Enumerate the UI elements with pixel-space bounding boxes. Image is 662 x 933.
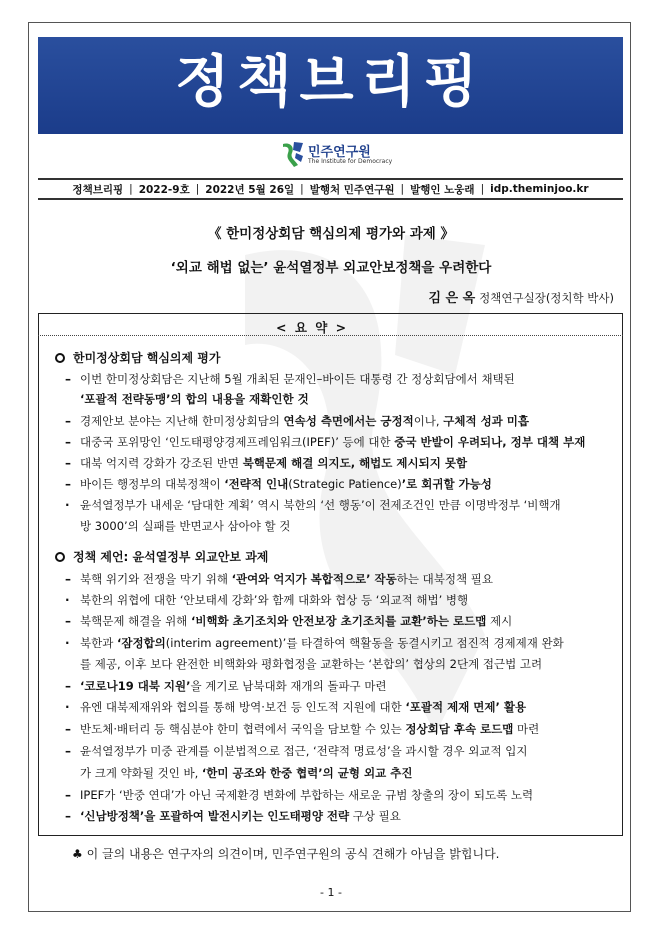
- summary-line: [80, 435, 585, 449]
- pub-separator: |: [129, 183, 133, 195]
- pub-series: 정책브리핑: [72, 183, 124, 196]
- text: (interim agreement)’를 타결하여 핵활동을 동결시키고 점진적 경제제재 완화: [165, 636, 564, 650]
- dash-bullet: –: [65, 744, 71, 758]
- emphasis: 정상회담 후속 로드맵: [405, 722, 514, 736]
- emphasis: 구체적 성과 미흡: [443, 414, 530, 428]
- text: 북한의 위협에 대한 ‘안보태세 강화’와 함께 대화와 협상 등 ‘외교적 해법’ 병행: [80, 593, 469, 607]
- author-line: [428, 287, 614, 306]
- document-title: 《 한미정상회담 핵심의제 평가와 과제 》: [207, 226, 455, 242]
- logo-subtitle: The Institute for Democracy: [308, 158, 393, 165]
- text: 북핵 위기와 전쟁을 막기 위해: [80, 572, 232, 586]
- emphasis: ‘포괄적 제재 면제’ 활용: [405, 700, 527, 714]
- summary-line: [80, 519, 290, 533]
- text: 윤석열정부가 내세운 ‘담대한 계획’ 역시 북한의 ‘선 행동’이 전제조건인 만큼 이명박정부 ‘비핵개: [80, 498, 561, 512]
- document-subtitle: ‘외교 해법 없는’ 윤석열정부 외교안보정책을 우려한다: [170, 260, 492, 276]
- pub-site-link[interactable]: idp.theminjoo.kr: [490, 183, 589, 195]
- pub-separator: |: [480, 183, 485, 195]
- summary-line: [80, 722, 539, 736]
- text: 구상 필요: [349, 809, 401, 823]
- pub-separator: |: [195, 183, 200, 195]
- summary-line: [80, 636, 564, 650]
- text: 북한과: [80, 636, 117, 650]
- pub-number: 2022-9호: [138, 183, 190, 196]
- emphasis: 중국 반발이 우려되나, 정부 대책 부재: [394, 435, 586, 449]
- text: 가 크게 약화될 것인 바,: [80, 766, 202, 780]
- pub-issuer: 발행인 노웅래: [410, 183, 475, 196]
- summary-line: [80, 679, 387, 693]
- banner-title: 정책브리핑: [175, 50, 486, 115]
- emphasis: 북핵문제 해결 의지도, 해법도 제시되지 못함: [242, 456, 468, 470]
- pub-publisher: 발행처 민주연구원: [309, 183, 395, 196]
- summary-divider: [38, 335, 623, 336]
- emphasis: 연속성 측면에서는 긍정적: [283, 414, 414, 428]
- text: 대중국 포위망인 ‘인도태평양경제프레임워크(IPEF)’ 등에 대한: [80, 435, 395, 449]
- text: 이나,: [413, 414, 444, 428]
- emphasis: ‘관여와 억지가 복합적으로’ 작동: [231, 572, 397, 586]
- dash-bullet: –: [65, 435, 71, 449]
- dot-bullet: ·: [65, 636, 70, 650]
- pub-separator: |: [400, 183, 405, 195]
- circle-bullet-icon: [55, 552, 65, 562]
- pub-date: 2022년 5월 26일: [205, 183, 295, 196]
- section-heading: [55, 349, 220, 366]
- institute-logo: [281, 140, 391, 170]
- summary-line: [80, 498, 561, 512]
- summary-line: [80, 744, 527, 758]
- logo-name: 민주연구원: [308, 145, 371, 160]
- text: 하는 대북정책 필요: [396, 572, 493, 586]
- emphasis: ‘전략적 인내: [224, 477, 289, 491]
- summary-line: [80, 809, 401, 823]
- text: 반도체·배터리 등 핵심분야 한미 협력에서 국익을 담보할 수 있는: [80, 722, 406, 736]
- dash-bullet: –: [65, 788, 71, 802]
- emphasis: ’로 회귀할 가능성: [401, 477, 492, 491]
- dash-bullet: –: [65, 572, 71, 586]
- summary-line: [80, 372, 515, 386]
- text: 대북 억지력 강화가 강조된 반면: [80, 456, 243, 470]
- text: 윤석열정부가 미중 관계를 이분법적으로 접근, ‘전략적 명료성’을 과시할 경우 외교적 입지: [80, 744, 528, 758]
- text: 를 제공, 이후 보다 완전한 비핵화와 평화협정을 교환하는 ‘본합의’ 협상의 2단계 접근법 고려: [80, 657, 543, 671]
- emphasis: ‘잠정합의: [116, 636, 166, 650]
- dot-bullet: ·: [65, 593, 70, 607]
- emphasis: ‘비핵화 초기조치와 안전보장 초기조치를 교환’하는 로드맵: [190, 614, 487, 628]
- circle-bullet-icon: [55, 353, 65, 363]
- emphasis: ‘포괄적 전략동맹’의 합의 내용을 재확인한 것: [80, 392, 309, 406]
- disclaimer-note: ♣ 이 글의 내용은 연구자의 의견이며, 민주연구원의 공식 견해가 아님을 밝힙니다.: [72, 847, 500, 861]
- text: 제시: [486, 614, 513, 628]
- summary-line: [80, 477, 492, 491]
- section-heading: [55, 548, 268, 565]
- text: (Strategic Patience): [288, 477, 402, 491]
- text: 마련: [513, 722, 540, 736]
- summary-heading: < 요 약 >: [276, 320, 349, 335]
- summary-line: [80, 788, 533, 802]
- summary-line: [80, 700, 526, 714]
- author-name: 김 은 옥: [428, 291, 476, 306]
- text: 북핵문제 해결을 위해: [80, 614, 191, 628]
- emphasis: ‘신남방정책’을 포괄하여 발전시키는 인도태평양 전략: [80, 809, 350, 823]
- dot-bullet: ·: [65, 498, 70, 512]
- summary-line: [80, 766, 412, 780]
- dash-bullet: –: [65, 679, 71, 693]
- publication-info-bar: [38, 178, 623, 200]
- summary-line: [80, 614, 512, 628]
- text: 바이든 행정부의 대북정책이: [80, 477, 225, 491]
- text: 경제안보 분야는 지난해 한미정상회담의: [80, 414, 284, 428]
- author-role: 정책연구실장(정치학 박사): [479, 291, 614, 305]
- summary-line: [80, 572, 493, 586]
- summary-line: [80, 657, 542, 671]
- text: 을 계기로 남북대화 재개의 돌파구 마련: [190, 679, 387, 693]
- header-banner: [38, 37, 623, 134]
- dot-bullet: ·: [65, 700, 70, 714]
- dash-bullet: –: [65, 614, 71, 628]
- dash-bullet: –: [65, 809, 71, 823]
- text: 유엔 대북제재위와 협의를 통해 방역·보건 등 인도적 지원에 대한: [80, 700, 406, 714]
- pub-separator: |: [300, 183, 304, 195]
- summary-line: [80, 392, 309, 406]
- dash-bullet: –: [65, 722, 71, 736]
- logo-mark-icon: [281, 140, 305, 168]
- emphasis: ‘코로나19 대북 지원’: [80, 679, 191, 693]
- summary-line: [80, 593, 468, 607]
- summary-line: [80, 414, 529, 428]
- section-title: 정책 제언: 윤석열정부 외교안보 과제: [73, 550, 269, 564]
- text: IPEF가 ‘반중 연대’가 아닌 국제환경 변화에 부합하는 새로운 규범 창출의 장이 되도록 노력: [80, 788, 534, 802]
- dash-bullet: –: [65, 456, 71, 470]
- emphasis: ‘한미 공조와 한중 협력’의 균형 외교 추진: [201, 766, 413, 780]
- dash-bullet: –: [65, 372, 71, 386]
- section-title: 한미정상회담 핵심의제 평가: [73, 351, 221, 365]
- summary-line: [80, 456, 467, 470]
- text: 이번 한미정상회담은 지난해 5월 개최된 문재인–바이든 대통령 간 정상회담에서 채택된: [80, 372, 515, 386]
- text: 방 3000’의 실패를 반면교사 삼아야 할 것: [80, 519, 291, 533]
- dash-bullet: –: [65, 477, 71, 491]
- dash-bullet: –: [65, 414, 71, 428]
- page-number: - 1 -: [320, 886, 342, 899]
